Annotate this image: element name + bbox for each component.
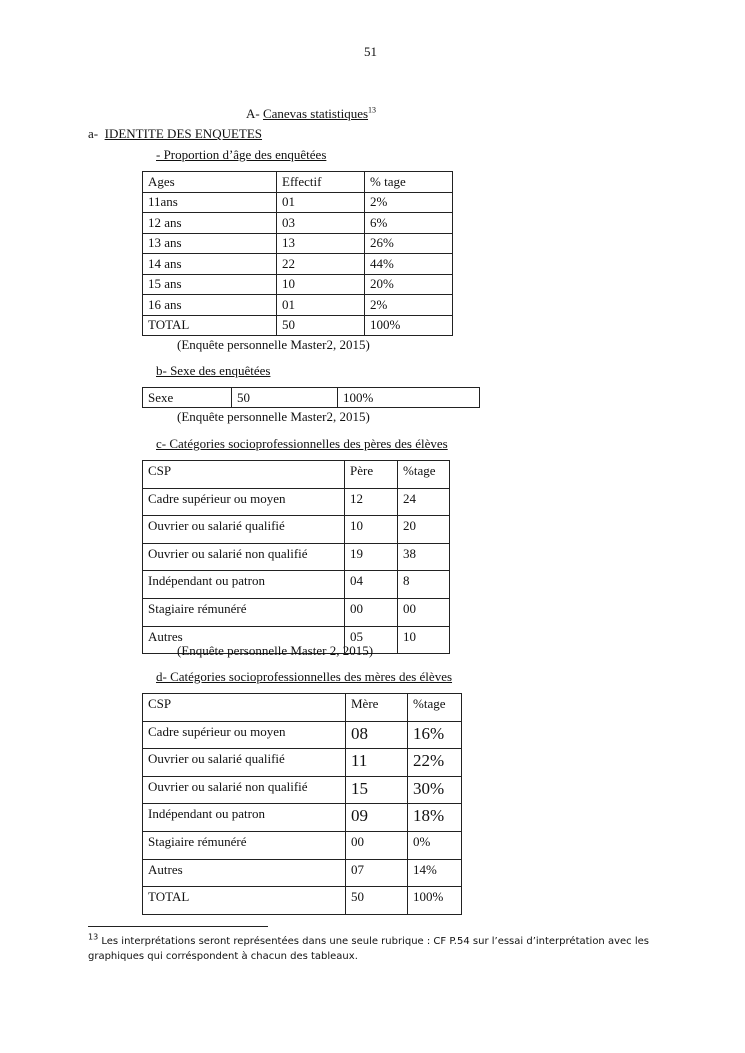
table-cell: Ouvrier ou salarié qualifié [143,749,346,777]
table-cell: 00 [346,831,408,859]
table-cell: 100% [338,388,480,408]
table-row [143,388,480,408]
table-cell: 13 [277,233,365,254]
mothers-csp-table [142,693,462,915]
table-cell: Sexe [143,388,232,408]
footnote-line-1 [88,934,649,949]
table-cell: Ages [143,172,277,193]
table-cell: Autres [143,859,346,887]
footnote [88,934,649,964]
table-cell: 03 [277,213,365,234]
table-row [143,233,453,254]
table-cell: 50 [346,887,408,915]
table-cell: 16 ans [143,295,277,316]
table-cell: Autres [143,626,345,654]
table-cell: Indépendant ou patron [143,571,345,599]
age-source: (Enquête personnelle Master2, 2015) [177,337,370,352]
table-cell: 0% [408,831,462,859]
table-row [143,598,450,626]
fathers-csp-table [142,460,450,654]
table-cell: 12 ans [143,213,277,234]
table-row [143,776,462,804]
table-cell: 100% [408,887,462,915]
table-row [143,315,453,336]
table-cell: 22% [408,749,462,777]
table-cell: %tage [398,461,450,489]
sex-table [142,387,480,408]
table-cell: 16% [408,721,462,749]
table-cell: CSP [143,694,346,722]
table-row [143,488,450,516]
table-cell: 05 [345,626,398,654]
table-cell: 50 [277,315,365,336]
table-cell: % tage [365,172,453,193]
table-cell: %tage [408,694,462,722]
page-number: 51 [364,44,377,59]
table-cell: Cadre supérieur ou moyen [143,721,346,749]
fathers-source: (Enquête personnelle Master 2, 2015) [177,643,374,658]
table-row [143,859,462,887]
mothers-section-title: d- Catégories socioprofessionnelles des mères des élèves [156,669,453,684]
table-cell: TOTAL [143,887,346,915]
table-cell: TOTAL [143,315,277,336]
table-cell: 13 ans [143,233,277,254]
table-row [143,295,453,316]
table-row [143,543,450,571]
table-cell: 38 [398,543,450,571]
table-cell: CSP [143,461,345,489]
table-row [143,274,453,295]
table-cell: 12 [345,488,398,516]
table-cell: 04 [345,571,398,599]
footnote-separator [88,926,268,927]
table-row [143,516,450,544]
section-title [246,106,376,122]
table-row [143,461,450,489]
table-cell: 15 [346,776,408,804]
table-cell: 14 ans [143,254,277,275]
table-cell: 10 [277,274,365,295]
part-a-heading [88,126,262,142]
fathers-section-title: c- Catégories socioprofessionnelles des pères des élèves [156,436,448,451]
table-cell: 19 [345,543,398,571]
part-a-title: IDENTITE DES ENQUETES [104,126,263,141]
table-cell: 00 [345,598,398,626]
part-a-label: a- [88,126,99,141]
table-row [143,254,453,275]
table-cell: 10 [398,626,450,654]
table-cell: 15 ans [143,274,277,295]
table-cell: 8 [398,571,450,599]
table-cell: 11 [346,749,408,777]
section-title-text: Canevas statistiques [262,106,369,121]
table-row [143,831,462,859]
table-cell: 10 [345,516,398,544]
footnote-ref: 13 [88,932,99,942]
table-cell: 22 [277,254,365,275]
table-cell: 100% [365,315,453,336]
table-cell: 20% [365,274,453,295]
table-cell: 01 [277,295,365,316]
table-cell: Effectif [277,172,365,193]
table-cell: 11ans [143,192,277,213]
table-cell: 30% [408,776,462,804]
table-cell: 50 [232,388,338,408]
table-cell: Ouvrier ou salarié non qualifié [143,776,346,804]
table-cell: Stagiaire rémunéré [143,831,346,859]
table-row [143,804,462,832]
footnote-ref-marker: 13 [368,105,377,115]
table-cell: 26% [365,233,453,254]
table-cell: Père [345,461,398,489]
section-title-prefix: A- [246,106,263,121]
age-section-title: - Proportion d’âge des enquêtées [156,147,327,162]
table-row [143,694,462,722]
footnote-line-2: graphiques qui corréspondent à chacun des tableaux. [88,951,358,962]
table-row [143,721,462,749]
table-cell: Ouvrier ou salarié non qualifié [143,543,345,571]
table-cell: 14% [408,859,462,887]
table-row [143,749,462,777]
sex-source: (Enquête personnelle Master2, 2015) [177,409,370,424]
table-row [143,887,462,915]
footnote-text: Les interprétations seront représentées dans une seule rubrique : CF P.54 sur l’essai d’interprétation avec les [101,936,649,947]
table-row [143,172,453,193]
table-cell: 24 [398,488,450,516]
table-cell: 01 [277,192,365,213]
table-cell: 07 [346,859,408,887]
sex-section-title: b- Sexe des enquêtées [156,363,271,378]
table-cell: Mère [346,694,408,722]
table-cell: 2% [365,192,453,213]
table-row [143,213,453,234]
table-cell: 20 [398,516,450,544]
table-cell: 08 [346,721,408,749]
table-cell: 6% [365,213,453,234]
table-row [143,192,453,213]
table-cell: Stagiaire rémunéré [143,598,345,626]
table-cell: 00 [398,598,450,626]
table-row [143,571,450,599]
table-cell: 09 [346,804,408,832]
table-cell: 2% [365,295,453,316]
table-cell: Cadre supérieur ou moyen [143,488,345,516]
table-cell: 44% [365,254,453,275]
table-cell: Indépendant ou patron [143,804,346,832]
table-cell: 18% [408,804,462,832]
age-table [142,171,453,336]
table-cell: Ouvrier ou salarié qualifié [143,516,345,544]
